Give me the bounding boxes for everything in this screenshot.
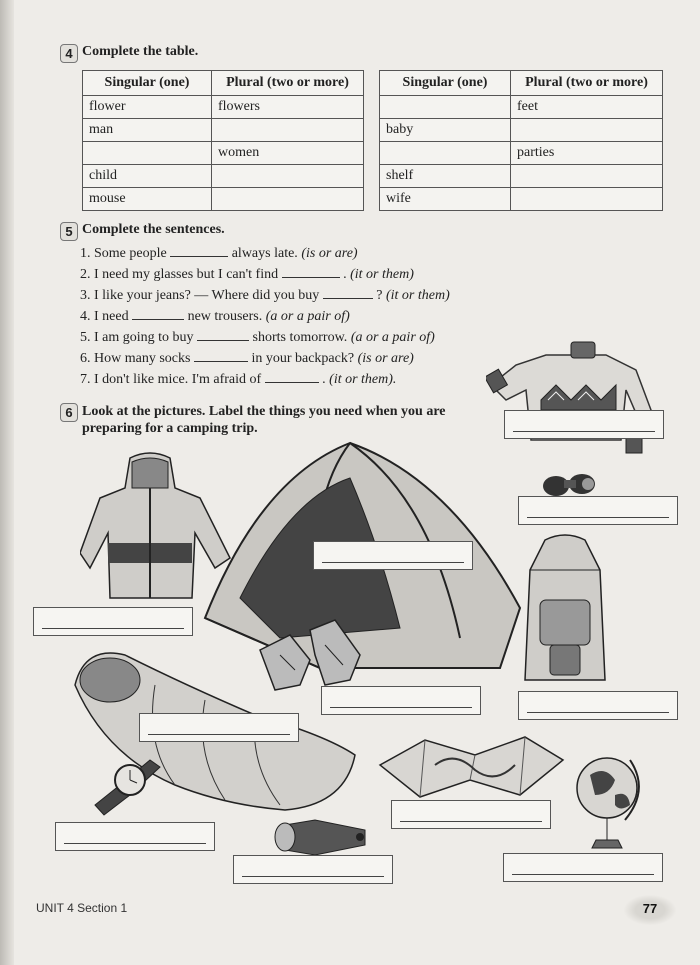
table-cell[interactable]: flower [83, 96, 212, 119]
table-cell[interactable]: child [83, 165, 212, 188]
sentence-hint: (a or a pair of) [350, 330, 435, 345]
table-left [82, 70, 364, 211]
table-cell[interactable] [511, 119, 663, 142]
label-box-backpack[interactable] [518, 691, 678, 720]
sentence-number: 2. [80, 267, 91, 282]
flashlight-picture [270, 815, 375, 860]
sentence-text: shorts tomorrow. [252, 330, 348, 345]
label-box-binoculars[interactable] [518, 496, 678, 525]
page-binding-edge [0, 0, 14, 965]
answer-blank[interactable] [197, 328, 249, 341]
sentence-text: I need my glasses but I can't find [94, 267, 279, 282]
sentence-4 [80, 306, 450, 327]
sentence-6 [80, 348, 450, 369]
table-cell[interactable]: wife [380, 188, 511, 211]
sentence-2 [80, 264, 450, 285]
watch-picture [90, 745, 170, 820]
table-row [83, 96, 364, 119]
table-row [380, 188, 663, 211]
sentence-hint: (it or them). [329, 372, 397, 387]
exercise-title-line-2: preparing for a camping trip. [82, 421, 258, 436]
globe-picture [570, 750, 645, 855]
page-number: 77 [624, 895, 676, 925]
table-row [83, 142, 364, 165]
sentence-text: ? [376, 288, 383, 303]
table-cell[interactable] [83, 142, 212, 165]
exercise-5-heading [60, 222, 225, 241]
table-row [380, 165, 663, 188]
table-right [379, 70, 663, 211]
exercise-number: 6 [60, 403, 78, 422]
sentence-number: 6. [80, 351, 91, 366]
map-picture [375, 735, 565, 800]
sentence-text: I like your jeans? — Where did you buy [94, 288, 320, 303]
table-cell[interactable]: women [212, 142, 364, 165]
answer-blank[interactable] [194, 349, 248, 362]
answer-blank[interactable] [323, 286, 373, 299]
label-box-globe[interactable] [503, 853, 663, 882]
exercise-title: Complete the table. [82, 44, 199, 59]
sentence-hint: (is or are) [301, 246, 358, 261]
label-box-flashlight[interactable] [233, 855, 393, 884]
column-header: Plural (two or more) [212, 71, 364, 96]
table-row [380, 96, 663, 119]
label-box-tent[interactable] [313, 541, 473, 570]
sentence-text: . [343, 267, 347, 282]
sentence-text: new trousers. [187, 309, 263, 324]
sentence-text: I don't like mice. I'm afraid of [94, 372, 262, 387]
sentence-5 [80, 327, 450, 348]
sentence-text: Some people [94, 246, 167, 261]
sentence-1 [80, 243, 450, 264]
exercise-number: 4 [60, 44, 78, 63]
exercise-4-heading [60, 44, 198, 63]
sentence-number: 4. [80, 309, 91, 324]
answer-blank[interactable] [132, 307, 184, 320]
table-cell[interactable]: man [83, 119, 212, 142]
table-cell[interactable]: shelf [380, 165, 511, 188]
sentence-number: 5. [80, 330, 91, 345]
table-row [83, 188, 364, 211]
answer-blank[interactable] [170, 244, 228, 257]
exercise-title-line-1: Look at the pictures. Label the things you need when you are [82, 404, 446, 419]
label-box-jacket[interactable] [33, 607, 193, 636]
label-box-map[interactable] [391, 800, 551, 829]
table-cell[interactable] [212, 165, 364, 188]
sentence-number: 7. [80, 372, 91, 387]
sentence-hint: (is or are) [357, 351, 414, 366]
table-cell[interactable]: mouse [83, 188, 212, 211]
table-cell[interactable] [380, 142, 511, 165]
exercise-6-heading [60, 403, 446, 437]
sentence-hint: (it or them) [385, 288, 450, 303]
answer-blank[interactable] [282, 265, 340, 278]
label-box-sleeping-bag[interactable] [139, 713, 299, 742]
table-row [380, 142, 663, 165]
column-header: Singular (one) [83, 71, 212, 96]
sentence-number: 3. [80, 288, 91, 303]
table-cell[interactable] [511, 188, 663, 211]
label-box-watch[interactable] [55, 822, 215, 851]
column-header: Plural (two or more) [511, 71, 663, 96]
sentence-7 [80, 369, 450, 390]
table-cell[interactable]: feet [511, 96, 663, 119]
sentence-text: I need [94, 309, 129, 324]
label-box-sweater[interactable] [504, 410, 664, 439]
table-cell[interactable] [511, 165, 663, 188]
sentence-text: . [322, 372, 326, 387]
column-header: Singular (one) [380, 71, 511, 96]
sentence-hint: (a or a pair of) [265, 309, 350, 324]
table-row [380, 119, 663, 142]
table-cell[interactable] [212, 188, 364, 211]
table-cell[interactable] [380, 96, 511, 119]
sentence-hint: (it or them) [350, 267, 414, 282]
answer-blank[interactable] [265, 370, 319, 383]
sentence-text: How many socks [94, 351, 191, 366]
table-row [83, 165, 364, 188]
sentence-text: in your backpack? [251, 351, 355, 366]
table-cell[interactable]: baby [380, 119, 511, 142]
exercise-title: Complete the sentences. [82, 222, 225, 237]
sentence-text: always late. [231, 246, 298, 261]
table-cell[interactable]: flowers [212, 96, 364, 119]
table-cell[interactable]: parties [511, 142, 663, 165]
table-cell[interactable] [212, 119, 364, 142]
table-row [83, 119, 364, 142]
exercise-number: 5 [60, 222, 78, 241]
sentence-number: 1. [80, 246, 91, 261]
sentence-text: I am going to buy [94, 330, 194, 345]
sentence-3 [80, 285, 450, 306]
sentence-list [80, 243, 450, 390]
section-label: UNIT 4 Section 1 [36, 901, 128, 915]
backpack-picture [520, 530, 610, 690]
